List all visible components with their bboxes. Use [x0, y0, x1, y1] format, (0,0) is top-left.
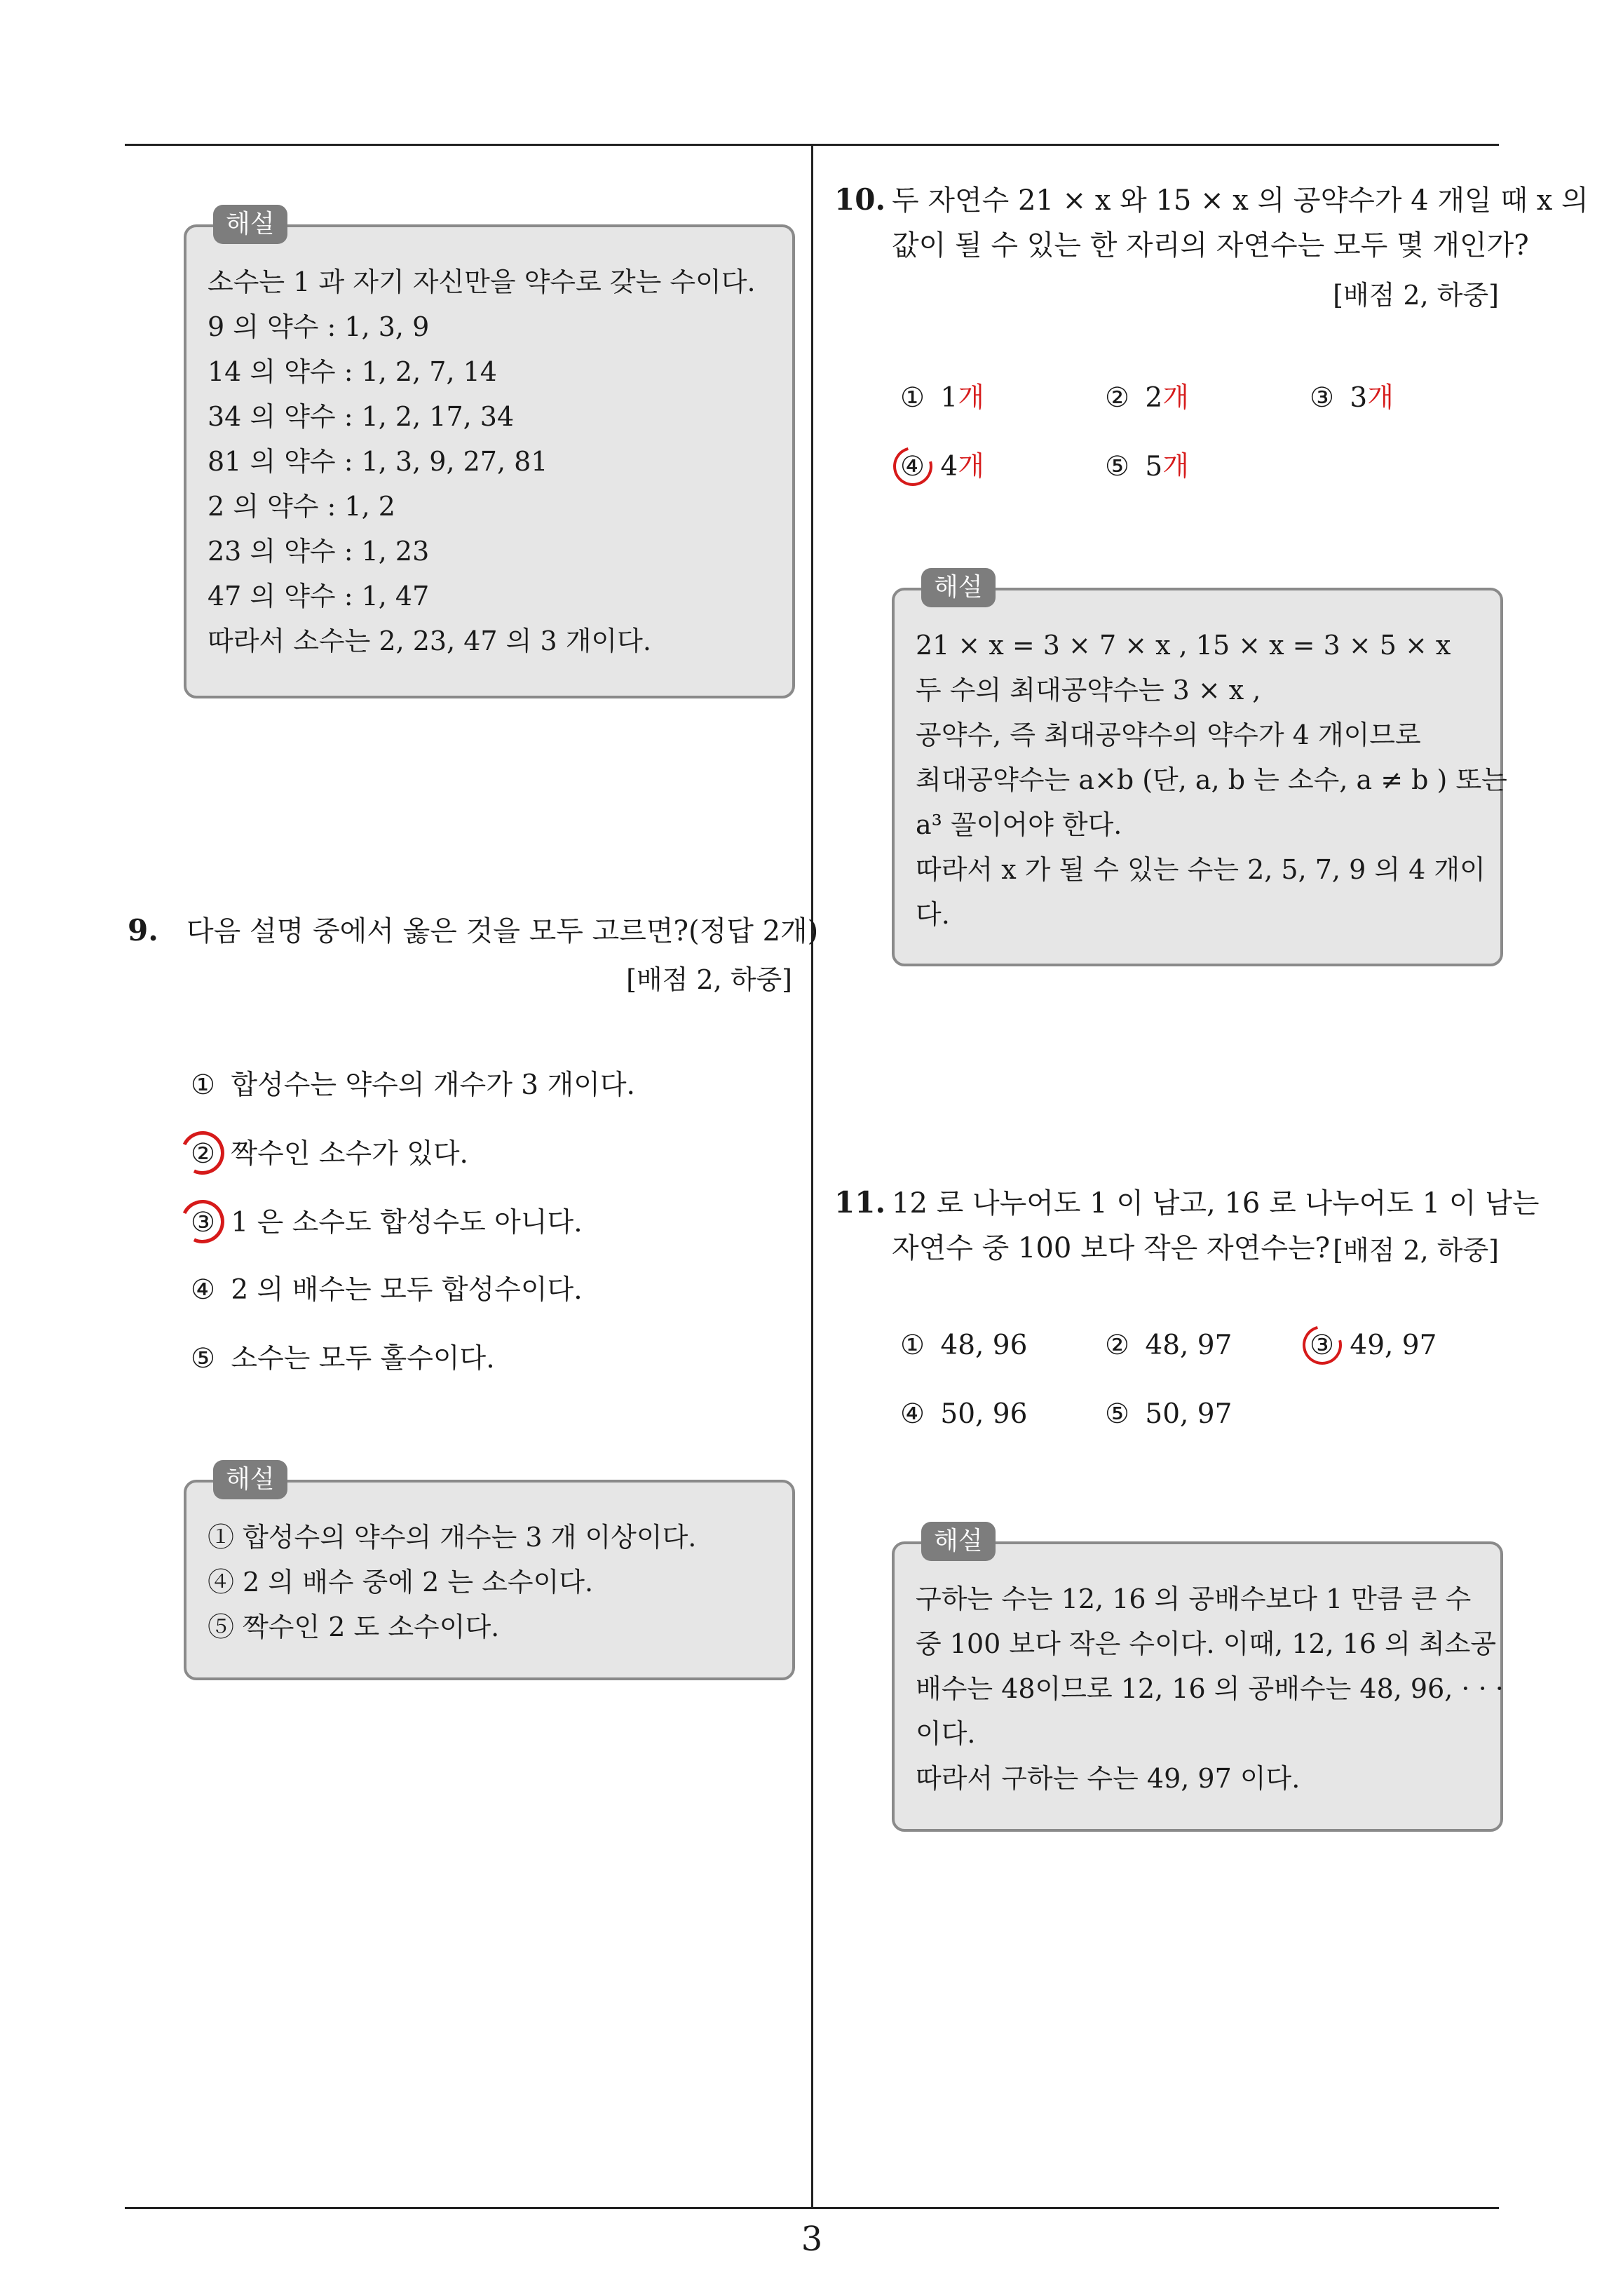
choice-marker: ③: [1310, 382, 1334, 414]
choice-marker: ①: [900, 1330, 925, 1361]
q8-explanation-box: [184, 210, 795, 698]
explanation-tag: 해설: [213, 205, 287, 244]
choice-unit: 개: [1162, 451, 1189, 482]
explanation-line: 2 의 약수 : 1, 2: [208, 491, 395, 522]
choice-marker: ④: [900, 451, 925, 482]
q9-number: 9.: [128, 913, 158, 947]
explanation-line: a³ 꼴이어야 한다.: [916, 809, 1122, 840]
q9-choice-5[interactable]: [191, 1337, 495, 1376]
explanation-line: 중 100 보다 작은 수이다. 이때, 12, 16 의 최소공: [916, 1628, 1497, 1659]
bottom-rule: [125, 2207, 1499, 2209]
choice-unit: 개: [1162, 382, 1189, 414]
q10-choice-5[interactable]: [1105, 445, 1189, 484]
choice-marker: ②: [1105, 382, 1129, 414]
choice-number: 3: [1350, 382, 1368, 414]
explanation-line: 21 × x = 3 × 7 × x , 15 × x = 3 × 5 × x: [916, 630, 1451, 661]
choice-marker: ⑤: [191, 1343, 215, 1375]
choice-marker: ④: [900, 1398, 925, 1430]
choice-marker: ④: [191, 1274, 215, 1306]
choice-number: 2: [1145, 382, 1163, 414]
explanation-line: 34 의 약수 : 1, 2, 17, 34: [208, 401, 515, 432]
choice-text: 2 의 배수는 모두 합성수이다.: [231, 1274, 583, 1306]
q11-number: 11.: [834, 1185, 886, 1220]
q10-question-line2: 값이 될 수 있는 한 자리의 자연수는 모두 몇 개인가?: [892, 229, 1529, 262]
explanation-line: 다.: [916, 899, 950, 930]
q11-choice-1[interactable]: [900, 1330, 1027, 1361]
q9-choice-2[interactable]: [191, 1132, 468, 1171]
q9-choice-1[interactable]: [191, 1063, 635, 1102]
q10-question-line1: 두 자연수 21 × x 와 15 × x 의 공약수가 4 개일 때 x 의: [892, 184, 1589, 217]
choice-marker: ②: [1105, 1330, 1129, 1361]
q10-explanation-box: [892, 573, 1507, 966]
explanation-line: 배수는 48이므로 12, 16 의 공배수는 48, 96, · · ·: [916, 1673, 1504, 1704]
answer-circle-mark: [886, 440, 939, 493]
explanation-line: 두 수의 최대공약수는 3 × x ,: [916, 675, 1261, 705]
choice-number: 4: [940, 451, 958, 482]
explanation-line: 최대공약수는 a×b (단, a, b 는 소수, a ≠ b ) 또는: [916, 764, 1507, 795]
explanation-line: 공약수, 즉 최대공약수의 약수가 4 개이므로: [916, 720, 1421, 750]
choice-text: 48, 97: [1145, 1330, 1232, 1361]
q11-choice-5[interactable]: [1105, 1398, 1232, 1430]
explanation-line: 따라서 소수는 2, 23, 47 의 3 개이다.: [208, 626, 651, 656]
q11-score-meta: [배점 2, 하중]: [1333, 1235, 1499, 1266]
choice-text: 50, 97: [1145, 1398, 1232, 1430]
choice-marker: ⑤: [1105, 1398, 1129, 1430]
explanation-line: 14 의 약수 : 1, 2, 7, 14: [208, 356, 497, 387]
choice-number: 5: [1145, 451, 1163, 482]
choice-marker: ②: [191, 1138, 215, 1170]
explanation-line: 47 의 약수 : 1, 47: [208, 581, 430, 612]
choice-unit: 개: [1367, 382, 1394, 414]
q10-choice-1[interactable]: [900, 376, 984, 415]
q9-score-meta: [배점 2, 하중]: [626, 964, 792, 995]
q9-choice-4[interactable]: [191, 1268, 583, 1307]
choice-marker: ①: [900, 382, 925, 414]
choice-text: 짝수인 소수가 있다.: [231, 1138, 468, 1170]
explanation-line: 따라서 구하는 수는 49, 97 이다.: [916, 1763, 1301, 1794]
q9-explanation-box: [184, 1465, 795, 1680]
page-number: 3: [801, 2220, 823, 2259]
explanation-line: 81 의 약수 : 1, 3, 9, 27, 81: [208, 446, 548, 477]
explanation-line: ⑤ 짝수인 2 도 소수이다.: [208, 1612, 500, 1642]
choice-marker: ①: [191, 1069, 215, 1101]
q11-choice-4[interactable]: [900, 1398, 1027, 1430]
column-divider: [811, 144, 813, 2208]
explanation-line: ① 합성수의 약수의 개수는 3 개 이상이다.: [208, 1522, 697, 1553]
q9-choice-3[interactable]: [191, 1201, 583, 1240]
q11-question-line1: 12 로 나누어도 1 이 남고, 16 로 나누어도 1 이 남는: [892, 1187, 1540, 1220]
q10-number: 10.: [834, 182, 886, 217]
q10-score-meta: [배점 2, 하중]: [1333, 280, 1499, 311]
explanation-line: 따라서 x 가 될 수 있는 수는 2, 5, 7, 9 의 4 개이: [916, 854, 1486, 885]
explanation-line: 9 의 약수 : 1, 3, 9: [208, 311, 430, 342]
q11-explanation-box: [892, 1527, 1504, 1832]
choice-marker: ③: [1310, 1330, 1334, 1361]
explanation-line: 구하는 수는 12, 16 의 공배수보다 1 만큼 큰 수: [916, 1583, 1472, 1614]
explanation-tag: 해설: [213, 1460, 287, 1499]
choice-marker: ⑤: [1105, 451, 1129, 482]
explanation-tag: 해설: [921, 1522, 996, 1561]
choice-marker: ③: [191, 1207, 215, 1238]
choice-text: 50, 96: [940, 1398, 1028, 1430]
q11-choice-2[interactable]: [1105, 1330, 1232, 1361]
choice-unit: 개: [958, 382, 984, 414]
choice-text: 소수는 모두 홀수이다.: [231, 1343, 495, 1375]
q9-question-text: 다음 설명 중에서 옳은 것을 모두 고르면?(정답 2개): [186, 915, 819, 947]
q10-choice-2[interactable]: [1105, 376, 1189, 415]
answer-circle-mark: [1296, 1318, 1349, 1372]
choice-text: 합성수는 약수의 개수가 3 개이다.: [231, 1069, 635, 1101]
q10-choice-4[interactable]: [900, 445, 984, 484]
choice-number: 1: [940, 382, 958, 414]
explanation-line: 소수는 1 과 자기 자신만을 약수로 갖는 수이다.: [208, 266, 756, 297]
q11-choice-3[interactable]: [1310, 1330, 1437, 1361]
answer-circle-mark: [175, 1125, 230, 1180]
choice-unit: 개: [958, 451, 984, 482]
explanation-line: 이다.: [916, 1718, 976, 1749]
q11-question-line2: 자연수 중 100 보다 작은 자연수는?: [892, 1232, 1331, 1264]
q10-choice-3[interactable]: [1310, 376, 1394, 415]
choice-text: 48, 96: [940, 1330, 1028, 1361]
explanation-line: 23 의 약수 : 1, 23: [208, 536, 430, 567]
explanation-tag: 해설: [921, 568, 996, 607]
choice-text: 1 은 소수도 합성수도 아니다.: [231, 1207, 583, 1238]
answer-circle-mark: [175, 1194, 230, 1249]
explanation-line: ④ 2 의 배수 중에 2 는 소수이다.: [208, 1567, 594, 1598]
choice-text: 49, 97: [1350, 1330, 1437, 1361]
